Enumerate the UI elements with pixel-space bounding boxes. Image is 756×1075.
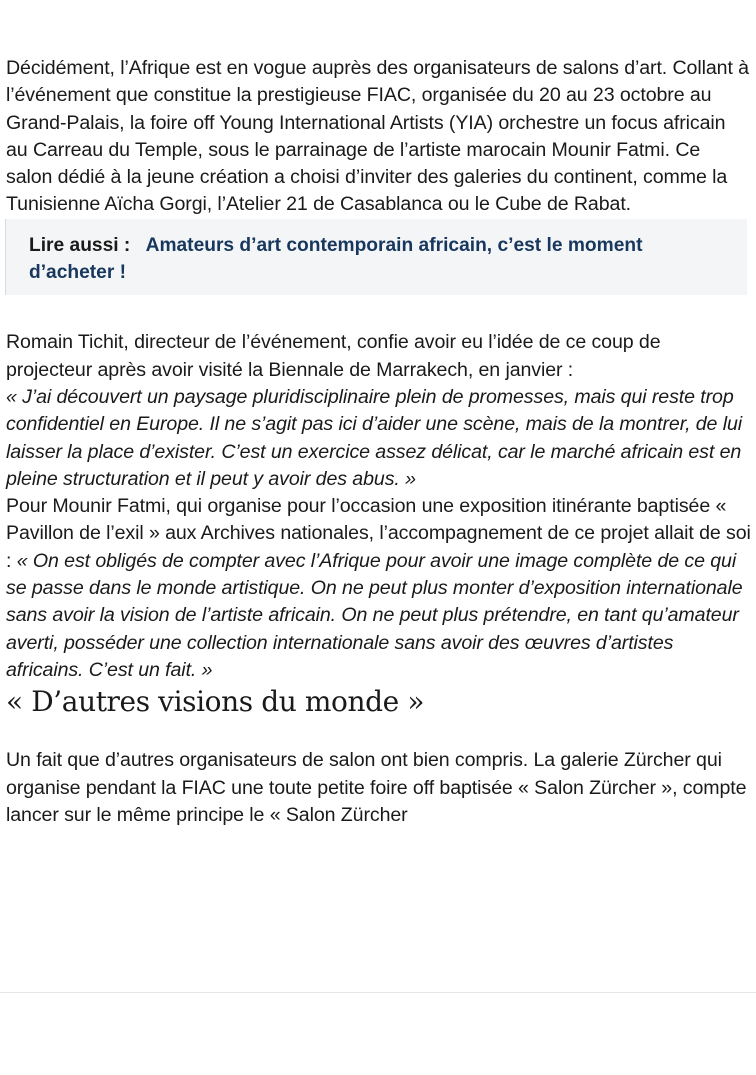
article-body	[6, 55, 751, 829]
bottom-blank-area	[0, 992, 756, 1075]
read-also-link[interactable]: Amateurs d’art contemporain africain, c’est le moment d’acheter !	[29, 234, 643, 284]
paragraph-text: Pour Mounir Fatmi, qui organise pour l’occasion une exposition itinérante baptisée « Pavillon de l’exil » aux Archives nationales, l’accompagnement de ce projet allait de soi :	[6, 495, 751, 572]
read-also-box	[5, 219, 747, 296]
quote: « On est obligés de compter avec l’Afrique pour avoir une image complète de ce qui se passe dans le monde artistique. On ne peut plus monter d’exposition internationale sans avoir la vision de l’artiste africain. On ne peut plus prétendre, en tant qu’amateur averti, posséder une collection internationale sans avoir des œuvres d’artistes africains. C’est un fait. »	[6, 549, 743, 681]
paragraph: Un fait que d’autres organisateurs de salon ont bien compris. La galerie Zürcher qui organise pendant la FIAC une toute petite foire off baptisée « Salon Zürcher », compte lancer sur le même principe le « Salon Zürcher	[6, 749, 747, 826]
read-also-text	[29, 232, 733, 287]
paragraph	[6, 329, 751, 493]
paragraph-text: Romain Tichit, directeur de l’événement, confie avoir eu l’idée de ce coup de projecteur après avoir visité la Biennale de Marrakech, en janvier :	[6, 331, 661, 381]
paragraph	[6, 493, 751, 684]
read-also-label: Lire aussi :	[29, 234, 131, 256]
quote: « J’ai découvert un paysage pluridisciplinaire plein de promesses, mais qui reste trop confidentiel en Europe. Il ne s’agit pas ici d’aider une scène, mais de la montrer, de lui laisser la place d’exister. C’est un exercice assez délicat, car le marché africain est en pleine structuration et il peut y avoir des abus. »	[6, 385, 742, 490]
paragraph: Décidément, l’Afrique est en vogue auprès des organisateurs de salons d’art. Collant à l’événement que constitue la prestigieuse FIAC, organisée du 20 au 23 octobre au Grand-Palais, la foire off Young International Artists (YIA) orchestre un focus africain au Carreau du Temple, sous le parrainage de l’artiste marocain Mounir Fatmi. Ce salon dédié à la jeune création a choisi d’inviter des galeries du continent, comme la Tunisienne Aïcha Gorgi, l’Atelier 21 de Casablanca ou le Cube de Rabat.	[6, 57, 749, 216]
section-subheading: « D’autres visions du monde »	[6, 685, 425, 719]
